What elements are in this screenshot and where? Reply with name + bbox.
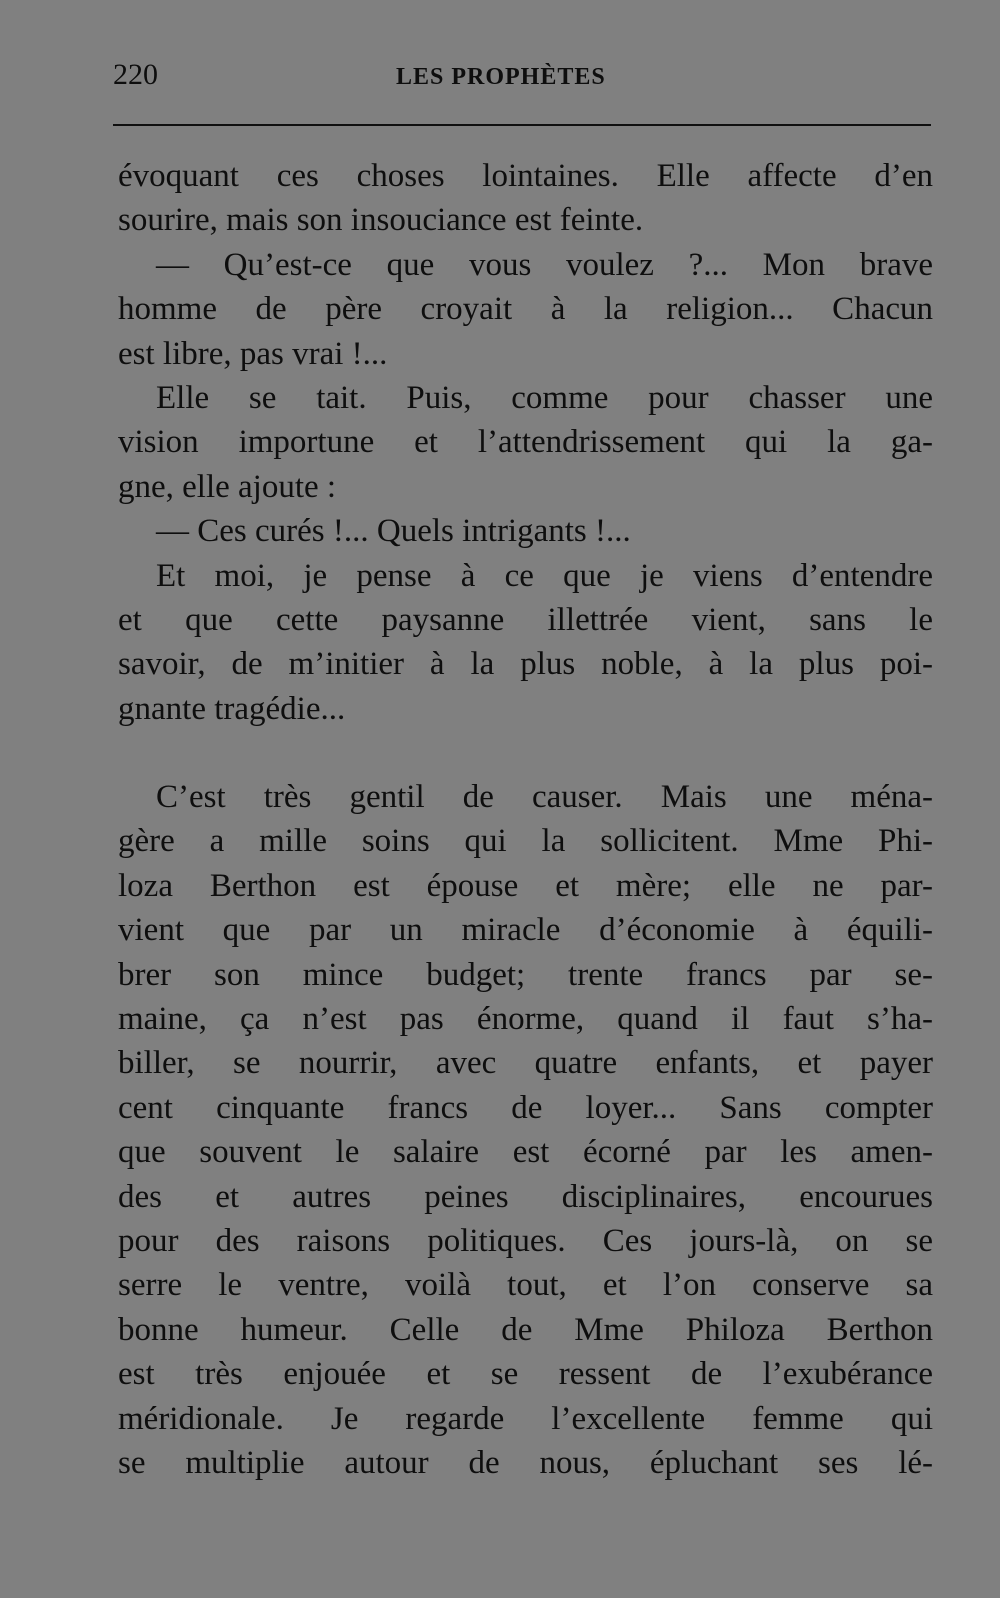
- text-line: vision importune et l’attendrissement qui la ga-: [118, 424, 933, 461]
- running-title: LES PROPHÈTES: [396, 64, 606, 90]
- text-line: — Qu’est-ce que vous voulez ?... Mon brave: [156, 246, 933, 283]
- text-line: savoir, de m’initier à la plus noble, à la plus poi-: [118, 646, 933, 683]
- text-line: homme de père croyait à la religion... Chacun: [118, 291, 933, 328]
- text-line: cent cinquante francs de loyer... Sans compter: [118, 1089, 933, 1126]
- paragraph: [118, 243, 933, 376]
- text-line: brer son mince budget; trente francs par se-: [118, 956, 933, 993]
- paragraph: [118, 154, 933, 243]
- text-line: Elle se tait. Puis, comme pour chasser une: [156, 379, 933, 416]
- paragraph: [118, 509, 933, 553]
- paragraph: [118, 775, 933, 1485]
- page-header: [113, 52, 933, 102]
- text-line: C’est très gentil de causer. Mais une ména-: [156, 779, 933, 816]
- text-line: des et autres peines disciplinaires, encourues: [118, 1178, 933, 1215]
- text-line: évoquant ces choses lointaines. Elle affecte d’en: [118, 158, 933, 194]
- paragraph-gap: [118, 731, 933, 775]
- text-line: vient que par un miracle d’économie à équili-: [118, 912, 933, 949]
- text-line: gnante tragédie...: [118, 690, 346, 727]
- text-line: — Ces curés !... Quels intrigants !...: [156, 513, 631, 550]
- text-line: sourire, mais son insouciance est feinte.: [118, 202, 644, 239]
- text-line: que souvent le salaire est écorné par les amen-: [118, 1134, 933, 1171]
- text-line: méridionale. Je regarde l’excellente femme qui: [118, 1400, 933, 1437]
- text-line: biller, se nourrir, avec quatre enfants, et payer: [118, 1045, 933, 1082]
- text-line: se multiplie autour de nous, épluchant ses lé-: [118, 1444, 933, 1481]
- text-line: Et moi, je pense à ce que je viens d’entendre: [156, 557, 933, 594]
- text-line: serre le ventre, voilà tout, et l’on conserve sa: [118, 1267, 933, 1304]
- text-line: maine, ça n’est pas énorme, quand il faut s’ha-: [118, 1001, 933, 1038]
- header-rule: [113, 124, 931, 126]
- body-text: [118, 154, 933, 1485]
- paragraph: [118, 376, 933, 509]
- paragraph: [118, 554, 933, 732]
- text-line: gne, elle ajoute :: [118, 468, 337, 505]
- text-line: est très enjouée et se ressent de l’exubérance: [118, 1356, 933, 1393]
- text-line: loza Berthon est épouse et mère; elle ne par-: [118, 867, 933, 904]
- text-line: gère a mille soins qui la sollicitent. Mme Phi-: [118, 823, 933, 860]
- text-line: pour des raisons politiques. Ces jours-là, on se: [118, 1222, 933, 1259]
- page-number: 220: [113, 58, 158, 91]
- text-line: bonne humeur. Celle de Mme Philoza Berthon: [118, 1311, 933, 1348]
- text-line: est libre, pas vrai !...: [118, 335, 388, 372]
- text-line: et que cette paysanne illettrée vient, sans le: [118, 601, 933, 638]
